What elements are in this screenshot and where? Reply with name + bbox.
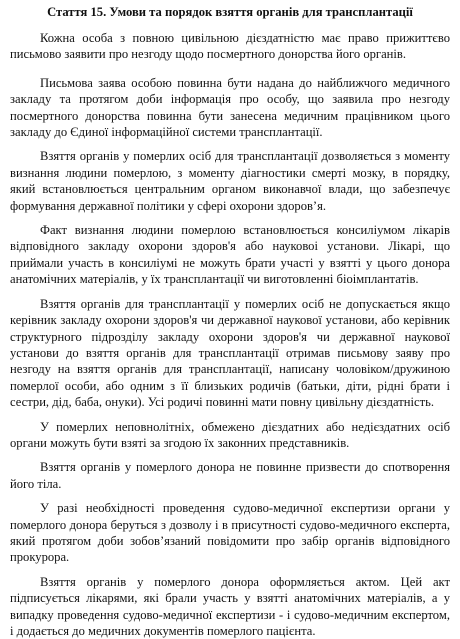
paragraph-7: Взяття органів у померлого донора не повинне призвести до спотворення його тіла.	[10, 460, 450, 491]
paragraph-8: У разі необхідності проведення судово-медичної експертизи органи у померлого донора беруться з дозволу і в присутності судово-медичного експерта, який протягом доби зобов’язаний повідомити про забір органів відповідного прокурора.	[10, 501, 450, 565]
paragraph-1: Кожна особа з повною цивільною дієздатністю має право прижиттєво письмово заявити про незгоду щодо посмертного донорства його органів.	[10, 31, 450, 62]
paragraph-5: Взяття органів для трансплантації у померлих осіб не допускається якщо керівник закладу охорони здоров'я чи державної наукової установи, або керівник структурного підрозділу закладу охорони здоров'я чи державної наукової установи до взяття органів для трансплантації отримав письмову заяву про незгоду на взяття органів для трансплантації, написану чоловіком/дружиною померлої особи, або одним з її близьких родичів (батьки, діти, рідні брати і сестри, дід, баба, онуки). Усі родичі повинні мати повну цивільну дієздатність.	[10, 296, 450, 410]
paragraph-6: У померлих неповнолітніх, обмежено дієздатних або недієздатних осіб органи можуть бути взяті за згодою їх законних представників.	[10, 419, 450, 450]
article-title: Стаття 15. Умови та порядок взяття органів для трансплантації	[47, 5, 413, 19]
paragraph-3: Взяття органів у померлих осіб для трансплантації дозволяється з моменту визнання людини померлою, з моменту діагностики смерті мозку, в порядку, який встановлюється центральним органом виконавчої влади, що забезпечує формування державної політики у сфері охорони здоров’я.	[10, 149, 450, 213]
paragraph-2: Письмова заява особою повинна бути надана до найближчого медичного закладу та протягом доби інформація про особу, що заявила про незгоду посмертного донорства повинна бути занесена медичним працівником цього закладу до Єдиної інформаційної системи трансплантації.	[10, 75, 450, 140]
paragraph-4: Факт визнання людини померлою встановлюється консиліумом лікарів відповідного закладу охорони здоров'я або науковоі установи. Лікарі, що приймали участь в консиліумі не можуть брати участі у взятті у цього донора анатомічних матеріалів, у їх трансплантації чи виготовленні біоімплантатів.	[10, 223, 450, 287]
paragraph-9: Взяття органів у померлого донора оформляється актом. Цей акт підписується лікарями, які брали участь у взятті анатомічних матеріалів, а у випадку проведення судово-медичної експертизи - і судово-медичним експертом, і додається до медичних документів померлого пацієнта.	[10, 574, 450, 638]
